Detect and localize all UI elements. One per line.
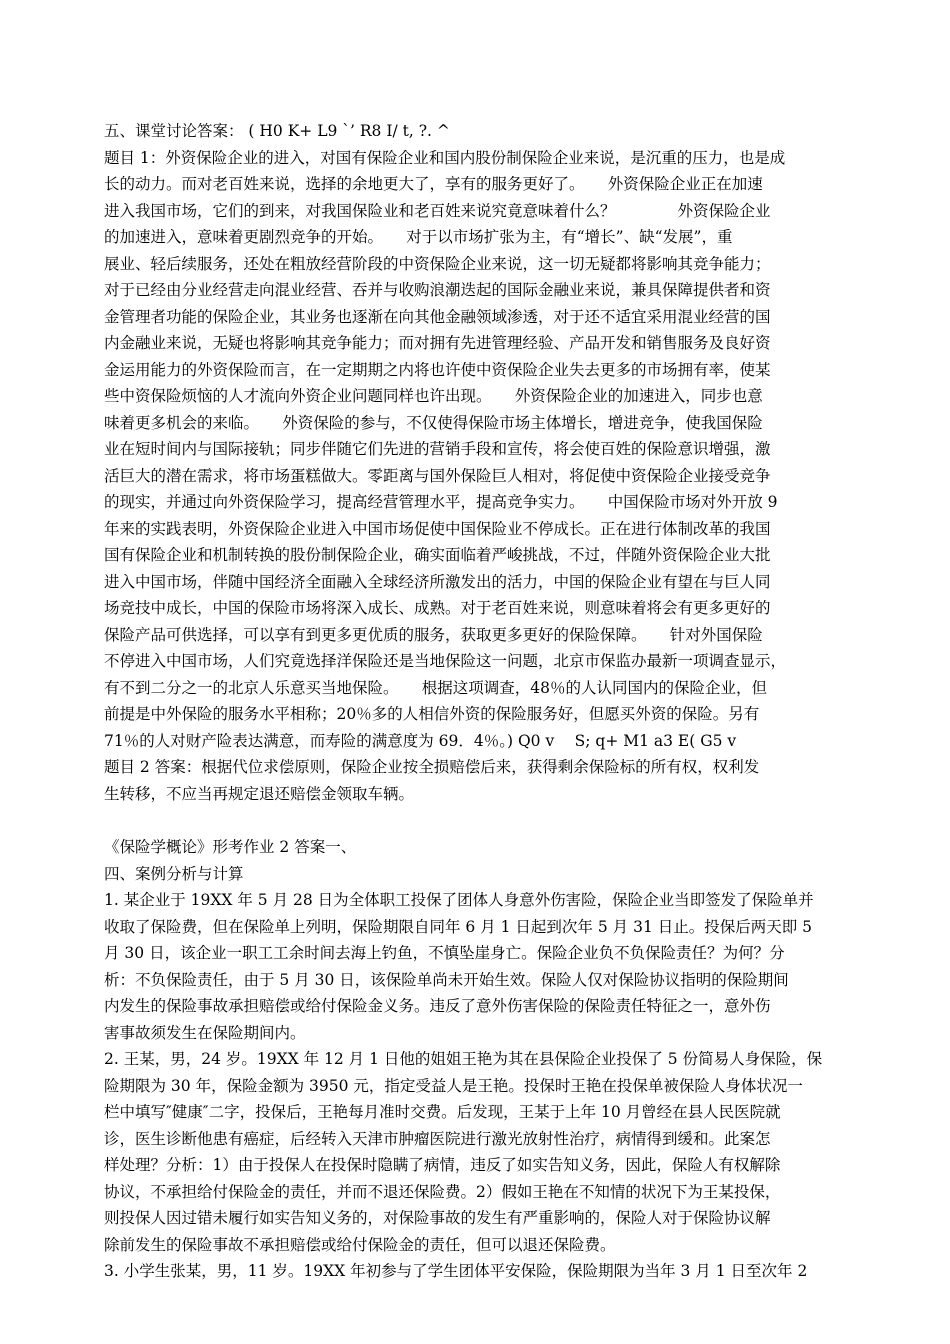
text-line: 《保险学概论》形考作业 2 答案一、 bbox=[104, 838, 357, 856]
text-line: 2. 王某，男，24 岁。19XX 年 12 月 1 日他的姐姐王艳为其在县保险企业投保了 5 份简易人身保险，保 bbox=[104, 1050, 823, 1068]
text-line: 析：不负保险责任，由于 5 月 30 日，该保险单尚未开始生效。保险人仅对保险协议指明的保险期间 bbox=[104, 970, 789, 989]
text-line: 栏中填写″健康″二字，投保后，王艳每月准时交费。后发现，王某于上年 10 月曾经在县人民医院就 bbox=[104, 1103, 781, 1121]
discussion-answers-section bbox=[104, 118, 884, 807]
text-line: 内发生的保险事故承担赔偿或给付保险金义务。违反了意外伤害保险的保险责任特征之一，意外伤 bbox=[104, 997, 771, 1015]
text-line: 1. 某企业于 19XX 年 5 月 28 日为全体职工投保了团体人身意外伤害险，保险企业当即签发了保险单并 bbox=[104, 891, 814, 909]
document-page bbox=[104, 118, 884, 1285]
text-line: 展业、轻后续服务，还处在粗放经营阶段的中资保险企业来说，这一切无疑都将影响其竞争能力； bbox=[104, 254, 771, 273]
text-line: 协议，不承担给付保险金的责任，并而不退还保险费。2）假如王艳在不知情的状况下为王某投保， bbox=[104, 1182, 781, 1201]
text-line: 五、课堂讨论答案： ( H0 K+ L9 `’ R8 I/ t, ?. ^ bbox=[104, 122, 450, 140]
text-line: 的加速进入，意味着更剧烈竞争的开始。 对于以市场扩张为主，有“增长”、缺“发展”，重 bbox=[104, 228, 733, 246]
text-line: 场竞技中成长，中国的保险市场将深入成长、成熟。对于老百姓来说，则意味着将会有更多更好的 bbox=[104, 599, 771, 617]
text-line: 诊，医生诊断他患有癌症，后经转入天津市肿瘤医院进行激光放射性治疗，病情得到缓和。此案怎 bbox=[104, 1129, 771, 1148]
text-line: 不停进入中国市场，人们究竟选择洋保险还是当地保险这一问题，北京市保监办最新一项调查显示， bbox=[104, 652, 787, 670]
text-line: 活巨大的潜在需求，将市场蛋糕做大。零距离与国外保险巨人相对，将促使中资保险企业接受竞争 bbox=[104, 466, 771, 485]
text-line: 生转移，不应当再规定退还赔偿金领取车辆。 bbox=[104, 784, 415, 803]
text-line: 有不到二分之一的北京人乐意买当地保险。 根据这项调查，48％的人认同国内的保险企业，但 bbox=[104, 678, 767, 697]
text-line: 进入中国市场，伴随中国经济全面融入全球经济所激发出的活力，中国的保险企业有望在与巨人同 bbox=[104, 572, 771, 591]
text-line: 年来的实践表明，外资保险企业进入中国市场促使中国保险业不停成长。正在进行体制改革的我国 bbox=[104, 519, 771, 538]
text-line: 样处理？分析：1）由于投保人在投保时隐瞒了病情，违反了如实告知义务，因此，保险人有权解除 bbox=[104, 1156, 781, 1174]
text-line: 保险产品可供选择，可以享有到更多更优质的服务，获取更多更好的保险保障。 针对外国保险 bbox=[104, 625, 763, 644]
text-line: 业在短时间内与国际接轨；同步伴随它们先进的营销手段和宣传，将会使百姓的保险意识增强，激 bbox=[104, 440, 771, 458]
text-line: 3. 小学生张某，男，11 岁。19XX 年初参与了学生团体平安保险，保险期限为当年 3 月 1 日至次年 2 bbox=[104, 1262, 808, 1280]
text-line: 金运用能力的外资保险而言，在一定期期之内将也许使中资保险企业失去更多的市场拥有率，使某 bbox=[104, 360, 771, 379]
text-line: 除前发生的保险事故不承担赔偿或给付保险金的责任，但可以退还保险费。 bbox=[104, 1235, 616, 1254]
text-line: 题目 2 答案：根据代位求偿原则，保险企业按全损赔偿后来，获得剩余保险标的所有权，权利发 bbox=[104, 758, 760, 776]
text-line: 则投保人因过错未履行如实告知义务的，对保险事故的发生有严重影响的，保险人对于保险协议解 bbox=[104, 1209, 771, 1227]
text-line: 的现实，并通过向外资保险学习，提高经营管理水平，提高竞争实力。 中国保险市场对外开放 9 bbox=[104, 493, 778, 511]
text-line: 对于已经由分业经营走向混业经营、吞并与收购浪潮迭起的国际金融业来说，兼具保障提供者和资 bbox=[104, 281, 771, 299]
text-line: 些中资保险烦恼的人才流向外资企业问题同样也许出现。 外资保险企业的加速进入，同步也意 bbox=[104, 387, 763, 405]
text-line: 71％的人对财产险表达满意，而寿险的满意度为 69．4％。) Q0 v S; q+ M1 a3 E( G5 v bbox=[104, 731, 737, 750]
section-gap bbox=[104, 807, 884, 834]
text-line: 进入我国市场，它们的到来，对我国保险业和老百姓来说究竟意味着什么？ 外资保险企业 bbox=[104, 201, 771, 220]
case-analysis-section bbox=[104, 834, 884, 1285]
text-line: 前提是中外保险的服务水平相称；20％多的人相信外资的保险服务好，但愿买外资的保险。另有 bbox=[104, 705, 760, 723]
text-line: 害事故须发生在保险期间内。 bbox=[104, 1023, 306, 1042]
text-line: 长的动力。而对老百姓来说，选择的余地更大了，享有的服务更好了。 外资保险企业正在加速 bbox=[104, 175, 763, 193]
text-line: 月 30 日，该企业一职工工余时间去海上钓鱼，不慎坠崖身亡。保险企业负不负保险责任？为何？分 bbox=[104, 944, 785, 962]
text-line: 金管理者功能的保险企业，其业务也逐渐在向其他金融领域渗透，对于还不适宜采用混业经营的国 bbox=[104, 307, 771, 326]
text-line: 收取了保险费，但在保险单上列明，保险期限自同年 6 月 1 日起到次年 5 月 31 日止。投保后两天即 5 bbox=[104, 917, 813, 936]
text-line: 题目 1：外资保险企业的进入，对国有保险企业和国内股份制保险企业来说，是沉重的压力，也是成 bbox=[104, 148, 786, 167]
text-line: 四、案例分析与计算 bbox=[104, 864, 244, 883]
text-line: 内金融业来说，无疑也将影响其竞争能力；而对拥有先进管理经验、产品开发和销售服务及良好资 bbox=[104, 334, 771, 352]
text-line: 味着更多机会的来临。 外资保险的参与，不仅使得保险市场主体增长，增进竞争，使我国保险 bbox=[104, 413, 763, 432]
text-line: 国有保险企业和机制转换的股份制保险企业，确实面临着严峻挑战，不过，伴随外资保险企业大批 bbox=[104, 546, 771, 564]
text-line: 险期限为 30 年，保险金额为 3950 元，指定受益人是王艳。投保时王艳在投保单被保险人身体状况一 bbox=[104, 1076, 803, 1095]
